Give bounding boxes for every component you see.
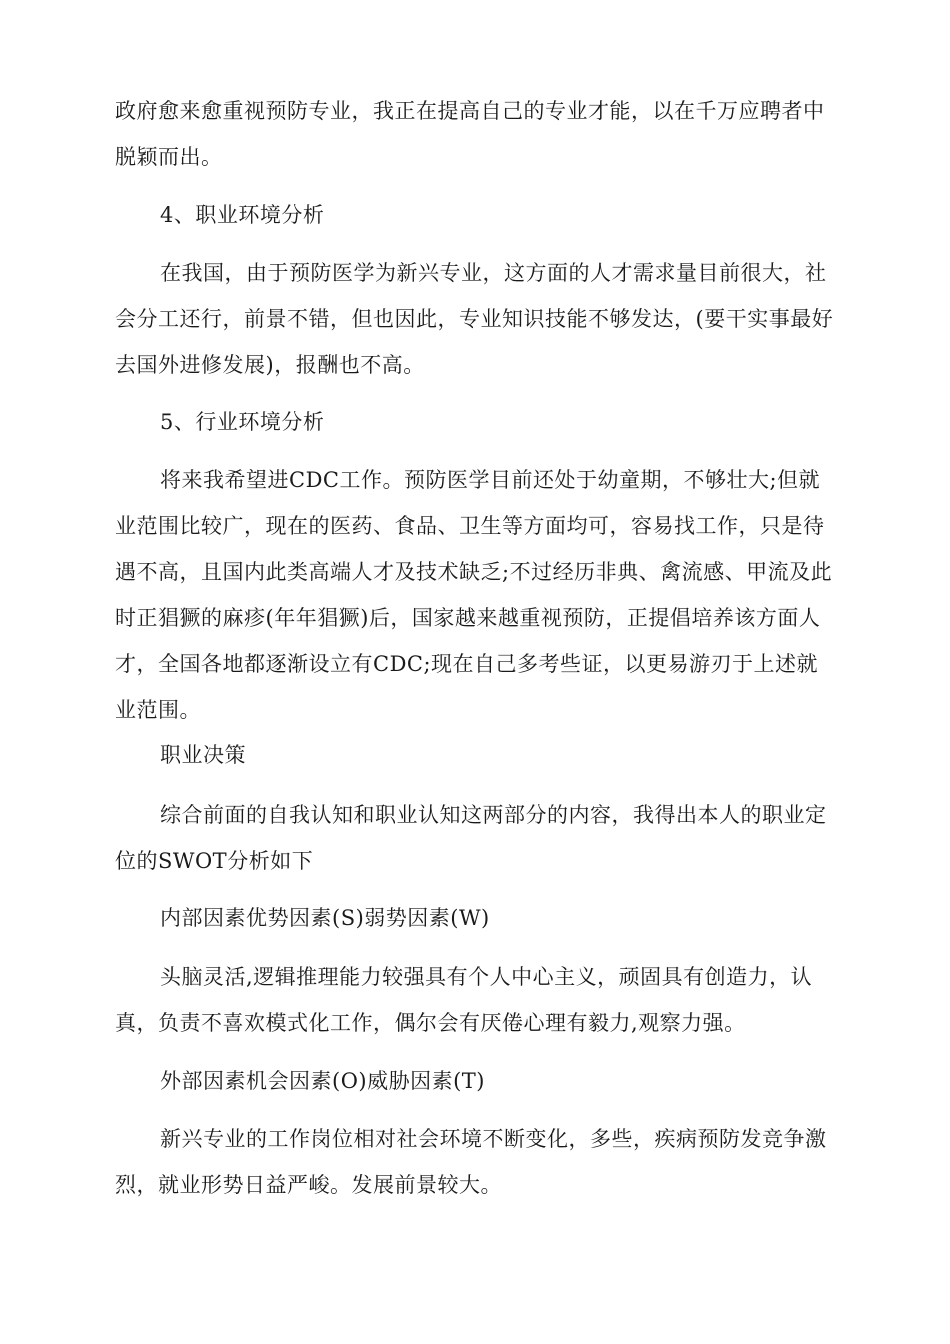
heading-internal-factors: 内部因素优势因素(S)弱势因素(W): [160, 906, 490, 930]
heading-external-factors: 外部因素机会因素(O)威胁因素(T): [160, 1069, 485, 1093]
paragraph-external-factors: 新兴专业的工作岗位相对社会环境不断变化，多些，疾病预防发竞争激烈，就业形势日益严峻。发展前景较大。: [115, 1127, 827, 1197]
heading-career-environment: 4、职业环境分析: [160, 203, 325, 227]
heading-career-decision: 职业决策: [160, 743, 246, 767]
paragraph-industry-environment: 将来我希望进CDC工作。预防医学目前还处于幼童期，不够壮大;但就业范围比较广，现在的医药、食品、卫生等方面均可，容易找工作，只是待遇不高，且国内此类高端人才及技术缺乏;不过经历非典、禽流感、甲流及此时正猖獗的麻疹(年年猖獗)后，国家越来越重视预防，正提倡培养该方面人才，全国各地都逐渐设立有CDC;现在自己多考些证，以更易游刃于上述就业范围。: [115, 468, 833, 722]
paragraph-swot-intro: 综合前面的自我认知和职业认知这两部分的内容，我得出本人的职业定位的SWOT分析如下: [115, 803, 827, 873]
paragraph-internal-factors: 头脑灵活,逻辑推理能力较强具有个人中心主义，顽固具有创造力，认真，负责不喜欢模式化工作，偶尔会有厌倦心理有毅力,观察力强。: [115, 965, 813, 1035]
heading-industry-environment: 5、行业环境分析: [160, 410, 325, 434]
paragraph-intro-continuation: 政府愈来愈重视预防专业，我正在提高自己的专业才能，以在千万应聘者中脱颖而出。: [115, 99, 825, 169]
paragraph-career-environment: 在我国，由于预防医学为新兴专业，这方面的人才需求量目前很大，社会分工还行，前景不错，但也因此，专业知识技能不够发达，(要干实事最好去国外进修发展)，报酬也不高。: [115, 261, 834, 377]
